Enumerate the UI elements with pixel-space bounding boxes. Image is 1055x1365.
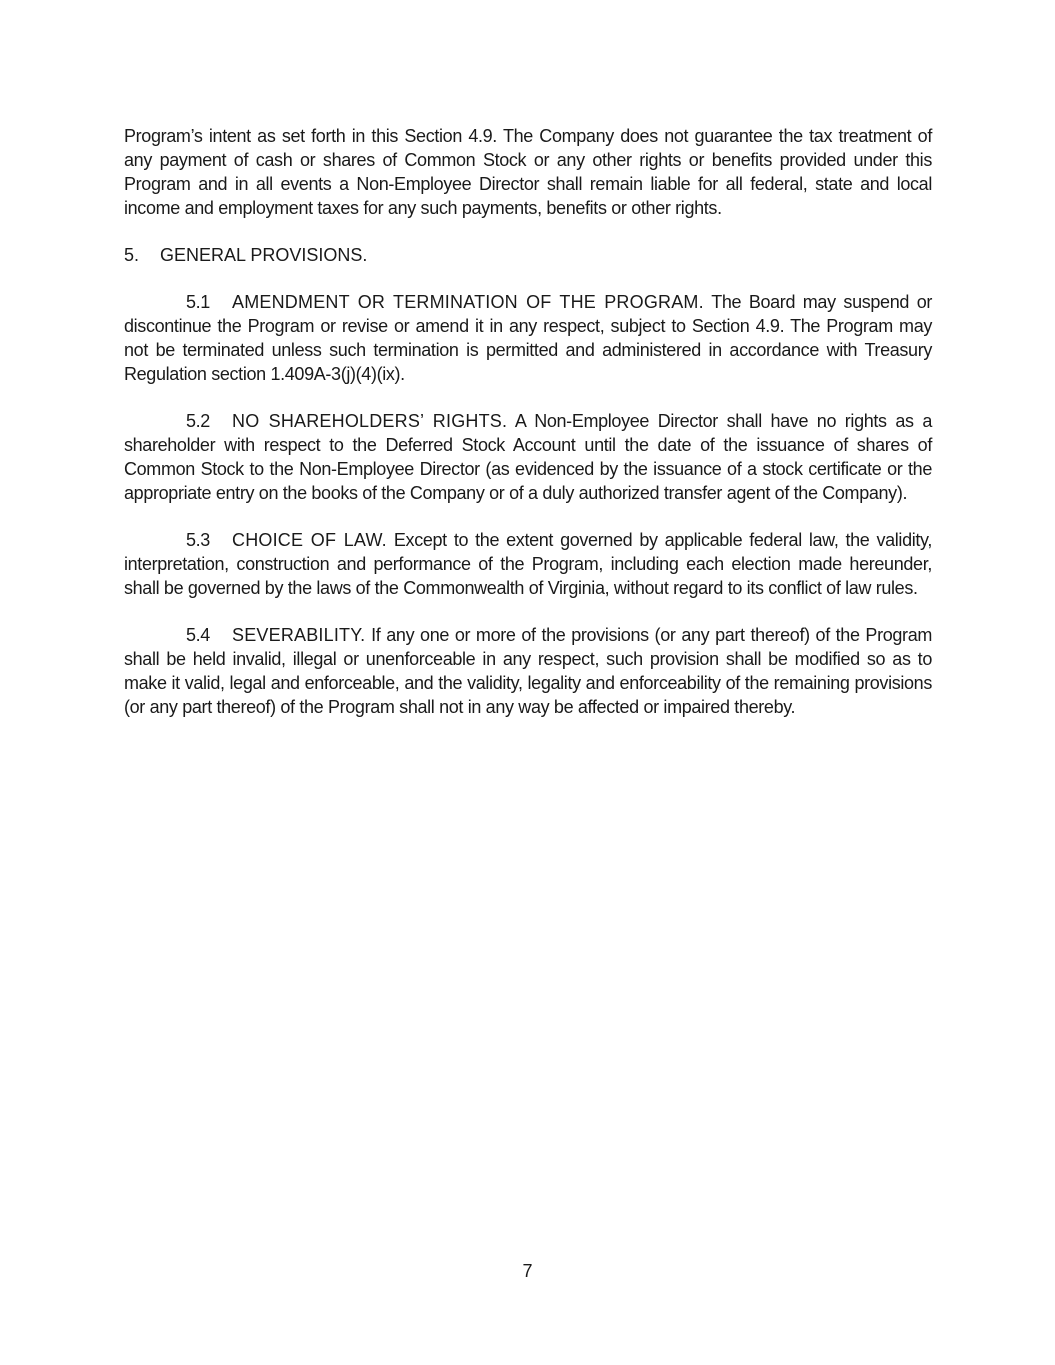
- subsection-title: CHOICE OF LAW.: [232, 530, 387, 550]
- subsection-5-3: [124, 528, 932, 600]
- subsection-body: Except to the extent governed by applicable federal law, the validity, interpretation, construction and performance of the Program, including each election made hereunder, shall be governed by the laws of the Commonwealth of Virginia, without regard to its conflict of law rules.: [124, 530, 932, 598]
- page-number: 7: [522, 1261, 533, 1281]
- intro-paragraph: Program’s intent as set forth in this Section 4.9. The Company does not guarantee the tax treatment of any payment of cash or shares of Common Stock or any other rights or benefits provided under this Program and in all events a Non-Employee Director shall remain liable for all federal, state and local income and employment taxes for any such payments, benefits or other rights.: [124, 126, 932, 218]
- subsection-number: 5.4: [186, 625, 210, 645]
- subsection-number: 5.1: [186, 292, 210, 312]
- section-heading: [124, 243, 932, 267]
- subsection-5-4: [124, 623, 932, 719]
- subsection-body: A Non-Employee Director shall have no rights as a shareholder with respect to the Deferred Stock Account until the date of the issuance of shares of Common Stock to the Non-Employee Director (as evidenced by the issuance of a stock certificate or the appropriate entry on the books of the Company or of a duly authorized transfer agent of the Company).: [124, 411, 933, 503]
- subsection-body: The Board may suspend or discontinue the Program or revise or amend it in any respect, subject to Section 4.9. The Program may not be terminated unless such termination is permitted and administered in accordance with Treasury Regulation section 1.409A-3(j)(4)(ix).: [124, 292, 933, 384]
- document-page: [124, 124, 932, 742]
- section-title: GENERAL PROVISIONS.: [160, 245, 368, 265]
- subsection-5-2: [124, 409, 932, 505]
- subsection-title: NO SHAREHOLDERS’ RIGHTS.: [232, 411, 508, 431]
- subsection-number: 5.2: [186, 411, 210, 431]
- subsection-title: SEVERABILITY.: [232, 625, 366, 645]
- subsection-title: AMENDMENT OR TERMINATION OF THE PROGRAM.: [232, 292, 704, 312]
- subsection-5-1: [124, 290, 932, 386]
- subsection-number: 5.3: [186, 530, 210, 550]
- section-number: 5.: [124, 245, 140, 265]
- subsection-body: If any one or more of the provisions (or any part thereof) of the Program shall be held invalid, illegal or unenforceable in any respect, such provision shall be modified so as to make it valid, legal and enforceable, and the validity, legality and enforceability of the remaining provisions (or any part thereof) of the Program shall not in any way be affected or impaired thereby.: [124, 625, 932, 717]
